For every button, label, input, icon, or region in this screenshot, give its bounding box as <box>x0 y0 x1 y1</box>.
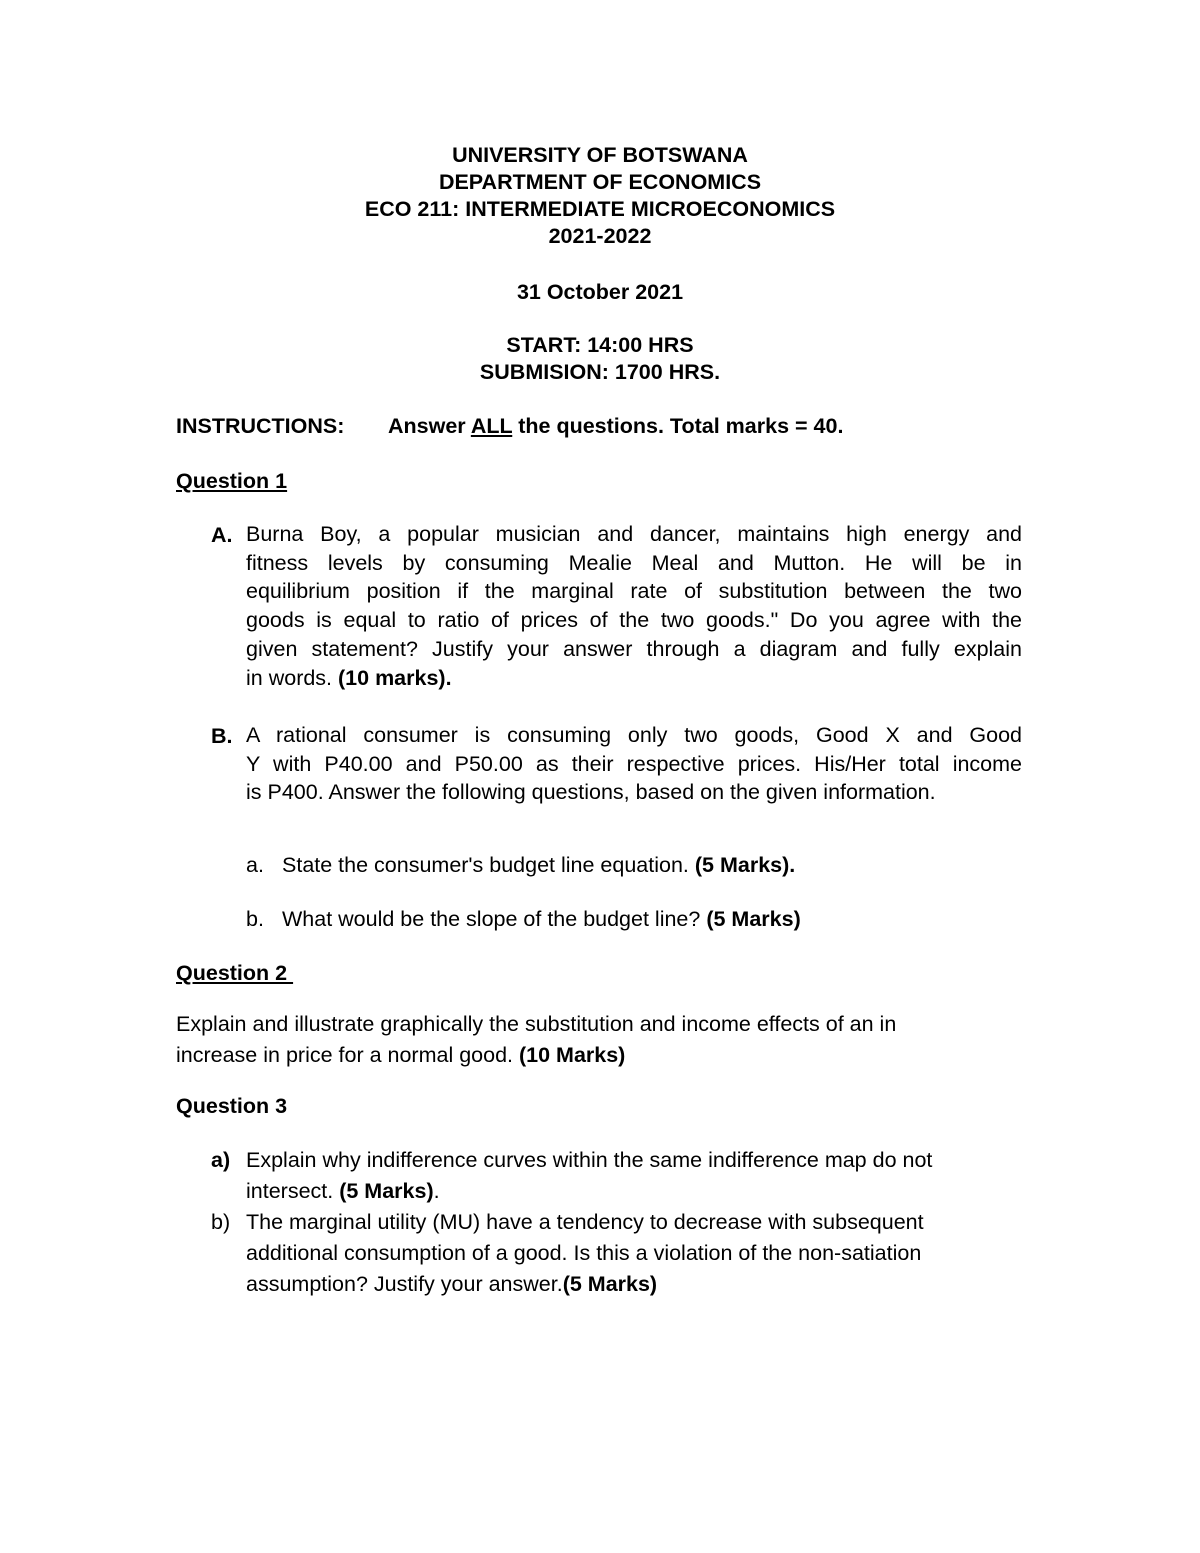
instructions-text: Answer ALL the questions. Total marks = 40. <box>388 414 844 438</box>
q3-part-a-marks: (5 Marks) <box>339 1179 434 1203</box>
question-1-title: Question 1 <box>176 469 288 493</box>
submission-time: SUBMISION: 1700 HRS. <box>479 360 721 384</box>
academic-year: 2021-2022 <box>548 224 652 248</box>
q1-b-sub-a-text: State the consumer's budget line equation. (5 Marks). <box>282 853 796 877</box>
question-2-title: Question 2 <box>176 961 294 985</box>
q2-line-2: increase in price for a normal good. (10 Marks) <box>176 1043 626 1067</box>
q3-part-b-line-2: additional consumption of a good. Is this a violation of the non-satiation <box>246 1241 922 1265</box>
q1-part-a-marker: A. <box>211 523 233 547</box>
q3-part-b-marker: b) <box>211 1210 231 1234</box>
q1-part-a-marks: (10 marks). <box>338 665 452 690</box>
q1-part-b-text: A rational consumer is consuming only two goods, Good X and Good Y with P40.00 and P50.00 as their respective prices. His/Her total income is P400. Answer the following questions, based on the given information. <box>246 723 1022 805</box>
q1-part-b-marker: B. <box>211 724 233 748</box>
q1-b-sub-b-marker: b. <box>246 907 264 931</box>
q3-part-b-marks: (5 Marks) <box>562 1272 658 1296</box>
question-3-title: Question 3 <box>176 1094 288 1118</box>
q1-b-sub-a-marks: (5 Marks). <box>694 853 796 877</box>
instructions-label: INSTRUCTIONS: <box>176 414 345 438</box>
q2-line-1: Explain and illustrate graphically the substitution and income effects of an in <box>176 1012 897 1036</box>
q3-part-b-line-3: assumption? Justify your answer.(5 Marks) <box>246 1272 658 1296</box>
instructions-all: ALL <box>470 414 513 438</box>
q1-part-a-text: Burna Boy, a popular musician and dancer, maintains high energy and fitness levels by consuming Mealie Meal and Mutton. He will be in equilibrium position if the marginal rate of substitution between the two goods is equal to ratio of prices of the two goods." Do you agree with the given statement? Justify your answer through a diagram and fully explain in words. (10 marks). <box>246 522 1022 690</box>
q1-b-sub-b-text: What would be the slope of the budget line? (5 Marks) <box>282 907 801 931</box>
q3-part-a-line-1: Explain why indifference curves within the same indifference map do not <box>246 1148 933 1172</box>
q1-b-sub-a-marker: a. <box>246 853 264 877</box>
course-title: ECO 211: INTERMEDIATE MICROECONOMICS <box>364 197 836 221</box>
q2-marks: (10 Marks) <box>518 1043 626 1067</box>
q3-part-a-line-2: intersect. (5 Marks). <box>246 1179 440 1203</box>
exam-date: 31 October 2021 <box>516 280 684 304</box>
start-time: START: 14:00 HRS <box>506 333 694 357</box>
q1-b-sub-b-marks: (5 Marks) <box>706 907 801 931</box>
department-name: DEPARTMENT OF ECONOMICS <box>438 170 762 194</box>
q3-part-b-line-1: The marginal utility (MU) have a tendency to decrease with subsequent <box>246 1210 924 1234</box>
q3-part-a-marker: a) <box>211 1148 231 1172</box>
university-name: UNIVERSITY OF BOTSWANA <box>452 143 748 167</box>
